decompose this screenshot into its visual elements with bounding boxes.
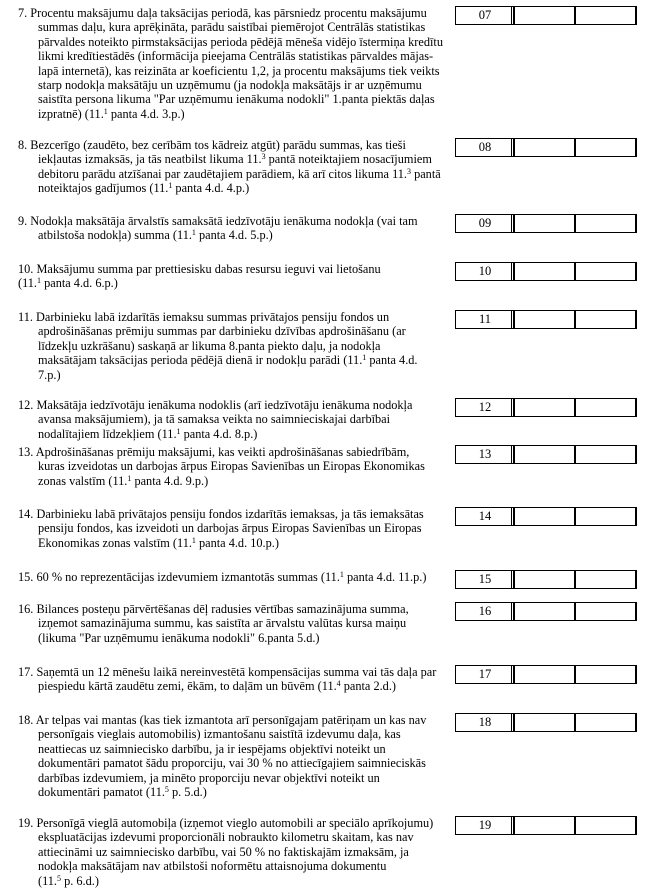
amount-field-2[interactable] (575, 398, 637, 417)
amount-field-1[interactable] (514, 445, 575, 464)
row-code-box: 12 (455, 398, 514, 417)
row-code-box: 18 (455, 713, 514, 732)
amount-field-1[interactable] (514, 262, 575, 281)
amount-field-1[interactable] (514, 398, 575, 417)
item-07-text: 7. Procentu maksājumu daļa taksācijas periodā, kas pārsniedz procentu maksājumu summas daļu, kura aprēķināta, parādu saistībai piemērojot Centrālās statistikas pārvaldes noteikto pirmstaksācijas perioda pēdējā mēneša vidējo īstermiņa kredītu likmi kredītiestādēs (informācija pieejama Centrālās statistikas pārvaldes mājas- lapā internetā), kas reizināta ar koeficientu 1,2, ja procentu maksājums tiek veikts starp nodokļa maksātāju un uzņēmumu (ja nodokļa maksātājs ir ar uzņēmumu saistīta persona likuma "Par uzņēmumu ienākuma nodokli" 1.panta piektās daļas izpratnē) (11.$^1$ panta 4.d. 3.p.) (18, 6, 443, 121)
row-code-box: 19 (455, 816, 514, 835)
item-09-fields (455, 214, 637, 233)
item-17-fields (455, 665, 637, 684)
row-code-box: 14 (455, 507, 514, 526)
row-code-box: 08 (455, 138, 514, 157)
amount-field-2[interactable] (575, 665, 637, 684)
row-code-box: 17 (455, 665, 514, 684)
item-17-text: 17. Saņemtā un 12 mēnešu laikā nereinvestētā kompensācijas summa vai tās daļa par piespiedu kārtā zaudētu zemi, ēkām, to daļām un būvēm (11.$^4$ panta 2.d.) (18, 665, 437, 694)
row-code-box: 07 (455, 6, 514, 25)
amount-field-2[interactable] (575, 713, 637, 732)
amount-field-1[interactable] (514, 816, 575, 835)
row-code-box: 11 (455, 310, 514, 329)
row-code-box: 16 (455, 602, 514, 621)
item-08-text: 8. Bezcerīgo (zaudēto, bez cerībām tos kādreiz atgūt) parādu summas, kas tieši iekļautas izmaksās, ja tās neatbilst likuma 11.$^3$ pantā noteiktajiem nosacījumiem debitoru parādu atzīšanai par zaudētajiem parādiem, kā arī citos likuma 11.$^3$ pantā noteiktajos gadījumos (11.$^1$ panta 4.d. 4.p.) (18, 138, 441, 196)
amount-field-2[interactable] (575, 507, 637, 526)
item-13-text: 13. Apdrošināšanas prēmiju maksājumi, kas veikti apdrošināšanas sabiedrībām, kuras izveidotas un darbojas ārpus Eiropas Savienības un Eiropas Ekonomikas zonas valstīm (11.$^1$ panta 4.d. 9.p.) (18, 445, 425, 488)
row-code-box: 13 (455, 445, 514, 464)
item-16-fields (455, 602, 637, 621)
amount-field-1[interactable] (514, 310, 575, 329)
amount-field-2[interactable] (575, 310, 637, 329)
amount-field-2[interactable] (575, 602, 637, 621)
item-14-fields (455, 507, 637, 526)
amount-field-1[interactable] (514, 713, 575, 732)
amount-field-2[interactable] (575, 816, 637, 835)
item-08-fields (455, 138, 637, 157)
item-10-text: 10. Maksājumu summa par prettiesisku dabas resursu ieguvi vai lietošanu (11.$^1$ panta 4.d. 6.p.) (18, 262, 381, 291)
amount-field-2[interactable] (575, 214, 637, 233)
item-13-fields (455, 445, 637, 464)
row-code-box: 15 (455, 570, 514, 589)
item-16-text: 16. Bilances posteņu pārvērtēšanas dēļ radusies vērtības samazinājuma summa, izņemot samazinājuma summu, kas saistīta ar ārvalstu valūtas kursa maiņu (likuma "Par uzņēmumu ienākuma nodokli" 6.panta 5.d.) (18, 602, 409, 645)
item-18-fields (455, 713, 637, 732)
item-07-fields (455, 6, 637, 25)
amount-field-1[interactable] (514, 214, 575, 233)
item-19-fields (455, 816, 637, 835)
row-code-box: 09 (455, 214, 514, 233)
item-10-fields (455, 262, 637, 281)
item-11-fields (455, 310, 637, 329)
amount-field-2[interactable] (575, 262, 637, 281)
amount-field-2[interactable] (575, 138, 637, 157)
amount-field-1[interactable] (514, 602, 575, 621)
amount-field-1[interactable] (514, 138, 575, 157)
item-19-text: 19. Personīgā vieglā automobiļa (izņemot vieglo automobili ar speciālo aprīkojumu) ekspluatācijas izdevumi proporcionāli nobraukto kilometru skaitam, kas nav attiecināmi uz saimniecisko darbību, vai 50 % no faktiskajām izmaksām, ja nodokļa maksātājam nav atbilstoši noformētu attaisnojuma dokumentu (11.$^5$ p. 6.d.) (18, 816, 434, 888)
item-12-fields (455, 398, 637, 417)
item-12-text: 12. Maksātāja iedzīvotāju ienākuma nodoklis (arī iedzīvotāju ienākuma nodokļa avansa maksājumiem), ja tā samaksa veikta no saimnieciskajai darbībai nodalītajiem līdzekļiem (11.$^1$ panta 4.d. 8.p.) (18, 398, 413, 441)
amount-field-2[interactable] (575, 6, 637, 25)
item-09-text: 9. Nodokļa maksātāja ārvalstīs samaksātā iedzīvotāju ienākuma nodokļa (vai tam atbilstoša nodokļa) summa (11.$^1$ panta 4.d. 5.p.) (18, 214, 418, 243)
amount-field-1[interactable] (514, 6, 575, 25)
item-11-text: 11. Darbinieku labā izdarītās iemaksu summas privātajos pensiju fondos un apdrošināšanas prēmiju summas par darbinieku dzīvības apdrošināšanu (ar līdzekļu uzkrāšanu) saskaņā ar likuma 8.panta piekto daļu, ja nodokļa maksātājam taksācijas perioda pēdējā dienā ir nodokļu parādi (11.$^1$ panta 4.d. 7.p.) (18, 310, 418, 382)
item-15-text: 15. 60 % no reprezentācijas izdevumiem izmantotās summas (11.$^1$ panta 4.d. 11.p.) (18, 570, 427, 584)
item-14-text: 14. Darbinieku labā privātajos pensiju fondos izdarītās iemaksas, ja tās iemaksātas pensiju fondos, kas izveidoti un darbojas ārpus Eiropas Savienības un Eiropas Ekonomikas zonas valstīm (11.$^1$ panta 4.d. 10.p.) (18, 507, 424, 550)
row-code-box: 10 (455, 262, 514, 281)
amount-field-2[interactable] (575, 570, 637, 589)
amount-field-1[interactable] (514, 570, 575, 589)
item-15-fields (455, 570, 637, 589)
item-18-text: 18. Ar telpas vai mantas (kas tiek izmantota arī personīgajam patēriņam un kas nav personīgais vieglais automobilis) izmantošanu saistītā izdevumu daļa, kas neattiecas uz saimniecisko darbību, ja ir iespējams objektīvi noteikt un dokumentāri pamatot šādu proporciju, vai 30 % no attiecīgajiem saimnieciskās darbības izdevumiem, ja minēto proporciju nevar objektīvi noteikt un dokumentāri pamatot (11.$^5$ p. 5.d.) (18, 713, 427, 799)
amount-field-1[interactable] (514, 665, 575, 684)
amount-field-1[interactable] (514, 507, 575, 526)
amount-field-2[interactable] (575, 445, 637, 464)
